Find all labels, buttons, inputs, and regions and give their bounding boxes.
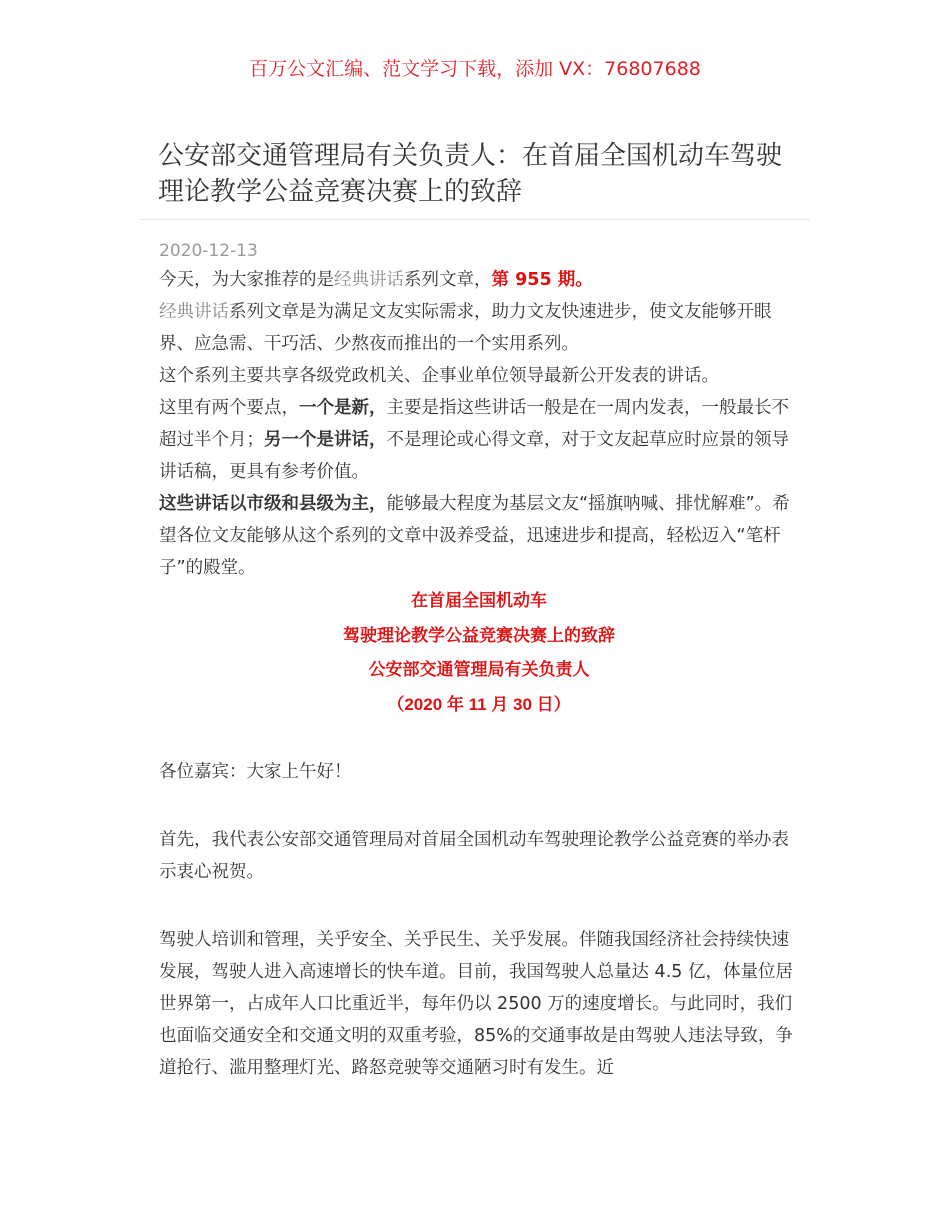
promo-banner: 百万公文汇编、范文学习下载，添加 VX：76807688 (249, 58, 701, 80)
speech-date: （2020 年 11 月 30 日） (387, 694, 571, 714)
intro-paragraph-1 (159, 264, 799, 296)
issue-number: 第 955 期。 (491, 270, 593, 290)
intro-paragraph-3: 这个系列主要共享各级党政机关、企事业单位领导最新公开发表的讲话。 (159, 366, 719, 386)
intro-text: 系列文章是为满足文友实际需求，助力文友快速进步，使文友能够开眼界、应急需、干巧活、少熬夜而推出的一个实用系列。 (159, 302, 772, 354)
article-title: 公安部交通管理局有关负责人：在首届全国机动车驾驶理论教学公益竞赛决赛上的致辞 (158, 141, 783, 207)
key-point-speech: 另一个是讲话， (264, 430, 387, 450)
speech-greeting: 各位嘉宾：大家上午好！ (159, 762, 352, 782)
intro-text: 不是理论或心得文章，对于文友起草应时应景的领导讲话稿，更具有参考价值。 (159, 430, 789, 482)
intro-text: 能够最大程度为基层文友“摇旗呐喊、排忧解难”。希望各位文友能够从这个系列的文章中汲养受益，迅速进步和提高，轻松迈入“笔杆子”的殿堂。 (159, 494, 790, 578)
article-body (159, 264, 799, 1084)
intro-text: 这里有两个要点， (159, 398, 299, 418)
speech-header (159, 584, 799, 722)
speech-paragraph-2: 驾驶人培训和管理，关乎安全、关乎民生、关乎发展。伴随我国经济社会持续快速发展，驾驶人进入高速增长的快车道。目前，我国驾驶人总量达 4.5 亿，体量位居世界第一，占成年人口比重近半，每年仍以 2500 万的速度增长。与此同时，我们也面临交通安全和交通文明的双重考验，85%的交通事故是由驾驶人违法导致，争道抢行、滥用整理灯光、路怒竞驶等交通陋习时有发生。近 (159, 930, 793, 1078)
publish-date: 2020-12-13 (159, 241, 258, 261)
intro-paragraph-2 (159, 296, 799, 360)
intro-paragraph-5 (159, 488, 799, 584)
series-name: 经典讲话 (334, 270, 404, 290)
series-name: 经典讲话 (159, 302, 229, 322)
speech-speaker: 公安部交通管理局有关负责人 (368, 660, 590, 679)
speech-title-line-1: 在首届全国机动车 (411, 591, 547, 610)
speech-paragraph-1: 首先，我代表公安部交通管理局对首届全国机动车驾驶理论教学公益竞赛的举办表示衷心祝贺。 (159, 830, 789, 882)
intro-text: 今天，为大家推荐的是 (159, 270, 334, 290)
key-point-level: 这些讲话以市级和县级为主， (159, 494, 387, 514)
title-divider (140, 219, 810, 220)
intro-text: 主要是指这些讲话一般是在一周内发表，一般最长不超过半个月； (159, 398, 789, 450)
intro-text: 系列文章， (404, 270, 492, 290)
key-point-new: 一个是新， (299, 398, 387, 418)
speech-title-line-2: 驾驶理论教学公益竞赛决赛上的致辞 (343, 625, 615, 645)
intro-paragraph-4 (159, 392, 799, 488)
